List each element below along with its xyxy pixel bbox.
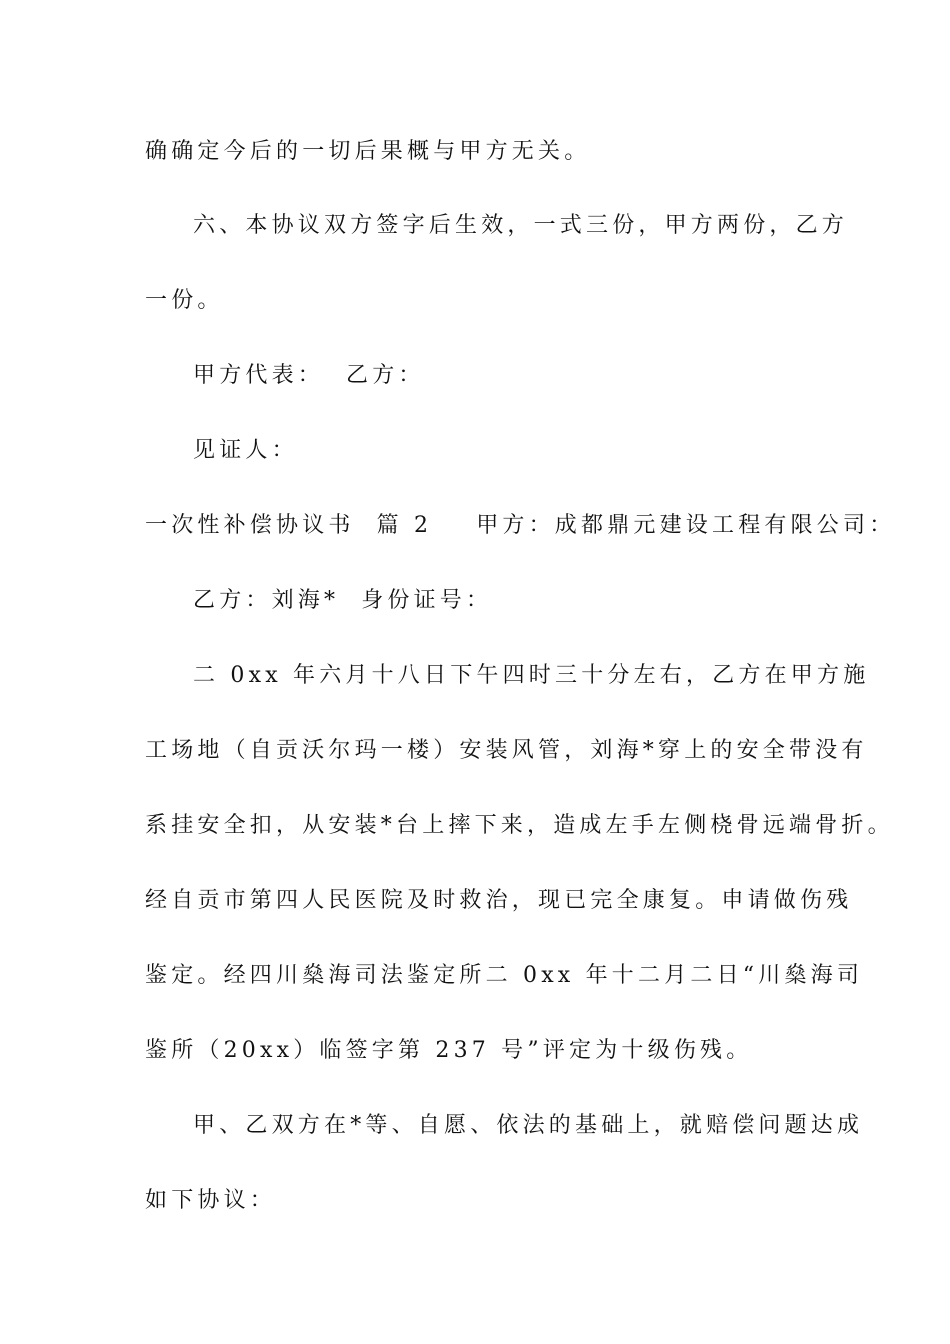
paragraph-line-5: 鉴定。经四川燊海司法鉴定所二 0xx 年十二月二日“川燊海司 [145,963,864,988]
agreement-heading-line [145,511,896,541]
party-b-label: 乙方： [346,363,425,388]
paragraph-line-7: 甲、乙双方在*等、自愿、依法的基础上，就赔偿问题达成 [193,1113,864,1138]
party-b-line [193,586,893,616]
text-line-1: 确确定今后的一切后果概与甲方无关。 [145,139,591,164]
paragraph-line-4: 经自贡市第四人民医院及时救治，现已完全康复。申请做伤残 [145,888,853,913]
signature-line [193,361,893,391]
paragraph-line-3: 系挂安全扣，从安装*台上摔下来，造成左手左侧桡骨远端骨折。 [145,813,894,838]
paragraph-line-8: 如下协议： [145,1188,277,1213]
section-number: 篇 2 [376,513,433,538]
id-number-label: 身份证号： [361,588,493,613]
paragraph-line-6: 鉴所（20xx）临签字第 237 号”评定为十级伤残。 [145,1038,753,1063]
party-a-company: 甲方：成都鼎元建设工程有限公司： [476,513,896,538]
paragraph-line-1: 二 0xx 年六月十八日下午四时三十分左右，乙方在甲方施 [193,663,870,688]
clause-six-line-1: 六、本协议双方签字后生效，一式三份，甲方两份，乙方 [193,213,849,238]
party-b-name: 乙方：刘海* [193,588,340,613]
witness-label: 见证人： [193,438,298,463]
party-a-representative-label: 甲方代表： [193,363,325,388]
clause-six-line-2: 一份。 [145,288,224,313]
agreement-title: 一次性补偿协议书 [145,513,355,538]
paragraph-line-2: 工场地（自贡沃尔玛一楼）安装风管，刘海*穿上的安全带没有 [145,738,868,763]
